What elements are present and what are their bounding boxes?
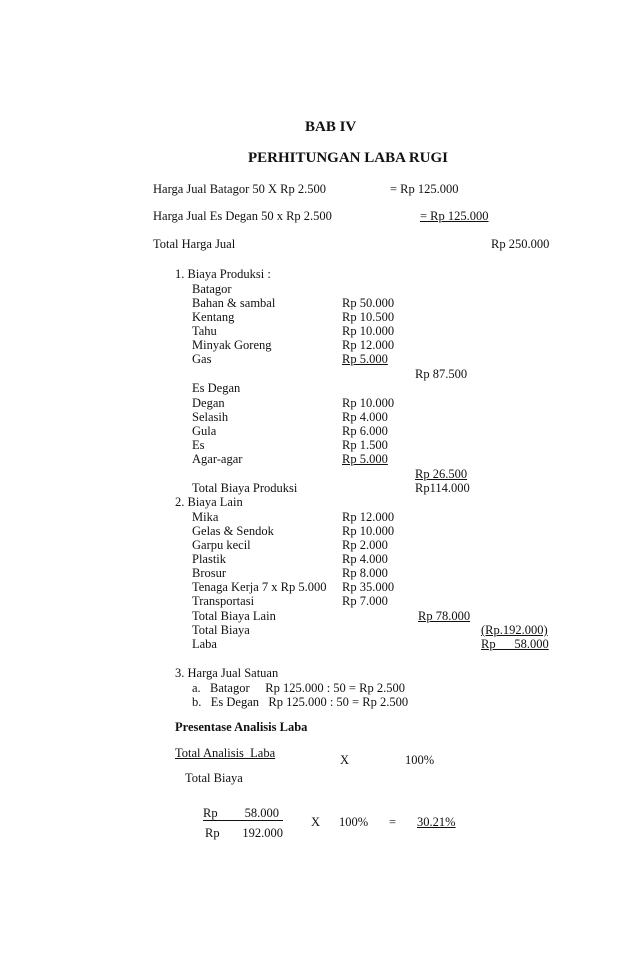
cost-item-label: Gelas & Sendok [192,524,274,538]
esdegan-subtotal: Rp 26.500 [415,467,468,481]
production-heading: 1. Biaya Produksi : [175,267,271,281]
calc-denominator-value: 192.000 [242,826,283,840]
cost-item-label: Selasih [192,410,229,424]
sales-row-1-label: Harga Jual Batagor 50 X Rp 2.500 [153,182,327,196]
sales-row-2-label: Harga Jual Es Degan 50 x Rp 2.500 [153,209,332,223]
batagor-subtotal: Rp 87.500 [415,367,468,381]
profit-label: Laba [192,637,217,651]
calc-numerator-currency: Rp [203,806,218,820]
cost-item-value: Rp 50.000 [342,296,395,310]
cost-item-label: Mika [192,510,219,524]
total-production-label: Total Biaya Produksi [192,481,298,495]
total-production-value: Rp114.000 [415,481,470,495]
total-cost-value: (Rp.192.000) [481,623,548,637]
formula-numerator: Total Analisis Laba [175,746,276,760]
cost-item-value: Rp 8.000 [342,566,388,580]
calc-denominator [205,826,283,840]
unit-price-line-a: a. Batagor Rp 125.000 : 50 = Rp 2.500 [192,681,405,695]
analysis-heading: Presentase Analisis Laba [175,720,308,734]
calc-denominator-currency: Rp [205,826,220,840]
batagor-title: Batagor [192,282,232,296]
other-costs-heading: 2. Biaya Lain [175,495,243,509]
calc-result: 30.21% [417,815,456,829]
cost-item-label: Tenaga Kerja 7 x Rp 5.000 [192,580,327,594]
cost-item-value: Rp 10.000 [342,524,395,538]
calc-numerator [203,806,283,821]
cost-item-value: Rp 2.000 [342,538,388,552]
cost-item-value: Rp 5.000 [342,352,388,366]
cost-item-label: Gas [192,352,212,366]
cost-item-value: Rp 6.000 [342,424,388,438]
formula-denominator: Total Biaya [185,771,243,785]
cost-item-label: Tahu [192,324,217,338]
cost-item-value: Rp 12.000 [342,338,395,352]
cost-item-value: Rp 35.000 [342,580,395,594]
cost-item-value: Rp 10.000 [342,324,395,338]
formula-times: X [340,753,350,767]
calc-numerator-value: 58.000 [244,806,279,820]
cost-item-label: Es [192,438,205,452]
cost-item-label: Minyak Goreng [192,338,272,352]
sales-row-1-value: = Rp 125.000 [390,182,459,196]
total-cost-label: Total Biaya [192,623,250,637]
cost-item-label: Transportasi [192,594,255,608]
total-sales-label: Total Harga Jual [153,237,236,251]
cost-item-label: Agar-agar [192,452,243,466]
esdegan-title: Es Degan [192,381,241,395]
cost-item-value: Rp 7.000 [342,594,388,608]
formula-percent: 100% [405,753,435,767]
total-other-label: Total Biaya Lain [192,609,276,623]
total-sales-value: Rp 250.000 [491,237,550,251]
cost-item-value: Rp 1.500 [342,438,388,452]
cost-item-label: Brosur [192,566,227,580]
cost-item-value: Rp 4.000 [342,552,388,566]
cost-item-label: Plastik [192,552,227,566]
cost-item-value: Rp 5.000 [342,452,388,466]
profit-value: Rp 58.000 [481,637,549,651]
cost-item-value: Rp 12.000 [342,510,395,524]
sales-row-2-value: = Rp 125.000 [420,209,489,223]
page-title: PERHITUNGAN LABA RUGI [248,150,449,166]
cost-item-label: Degan [192,396,225,410]
cost-item-value: Rp 4.000 [342,410,388,424]
cost-item-label: Gula [192,424,217,438]
calc-times: X [311,815,321,829]
calc-equals: = [389,815,397,829]
cost-item-value: Rp 10.000 [342,396,395,410]
unit-price-line-b: b. Es Degan Rp 125.000 : 50 = Rp 2.500 [192,695,409,709]
cost-item-label: Kentang [192,310,235,324]
total-other-value: Rp 78.000 [418,609,471,623]
cost-item-value: Rp 10.500 [342,310,395,324]
unit-price-heading: 3. Harga Jual Satuan [175,666,279,680]
chapter-heading: BAB IV [305,119,357,135]
cost-item-label: Bahan & sambal [192,296,276,310]
cost-item-label: Garpu kecil [192,538,251,552]
calc-percent: 100% [339,815,369,829]
